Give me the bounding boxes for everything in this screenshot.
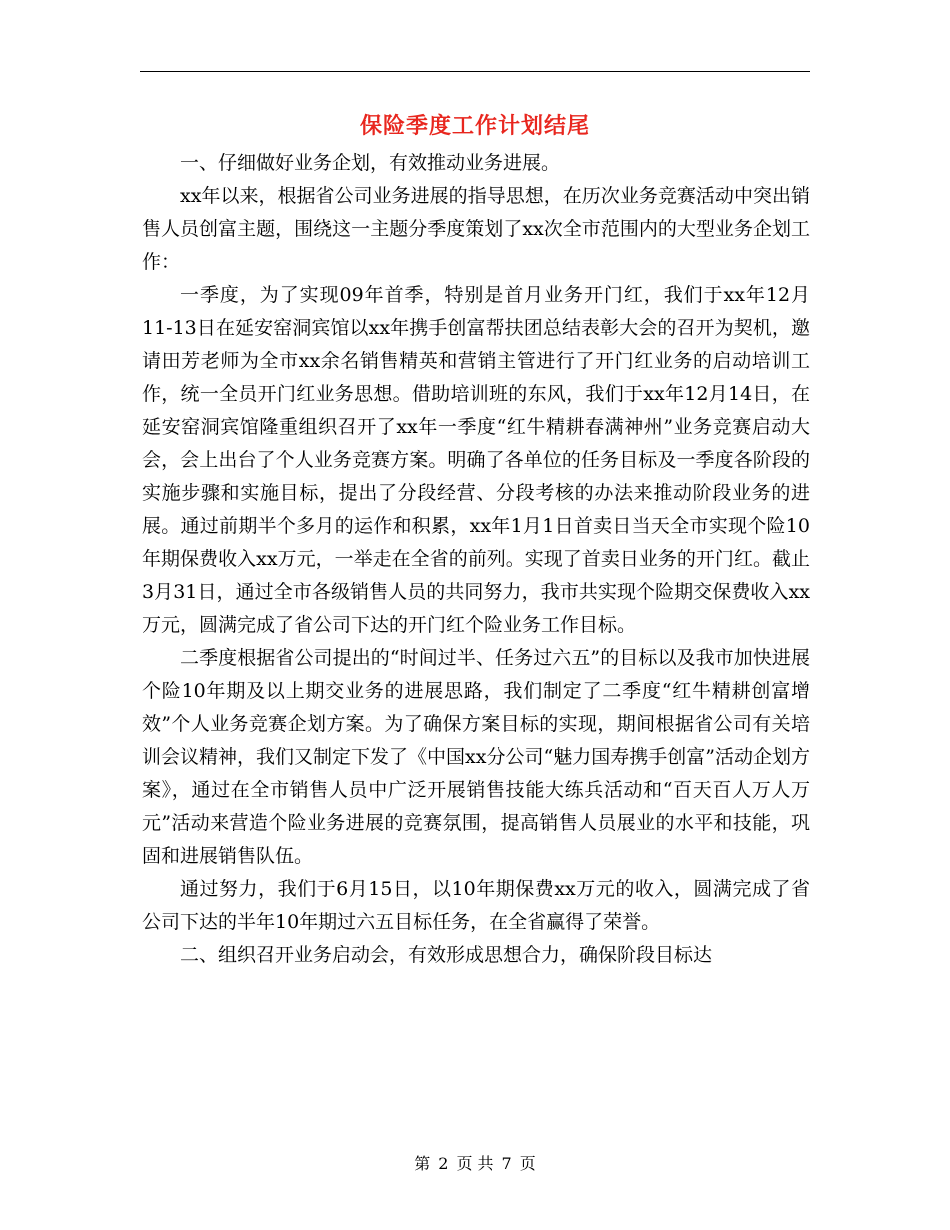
- page-number: 2: [438, 1154, 449, 1173]
- document-title: 保险季度工作计划结尾: [359, 113, 590, 139]
- paragraph: 二、组织召开业务启动会，有效形成思想合力，确保阶段目标达: [180, 944, 713, 966]
- document-body: [142, 147, 810, 972]
- paragraph: xx年以来，根据省公司业务进展的指导思想，在历次业务竞赛活动中突出销售人员创富主题，围绕这一主题分季度策划了xx次全市范围内的大型业务企划工作：: [142, 185, 810, 273]
- page-label-prefix: 第: [414, 1154, 431, 1173]
- paragraph: 二季度根据省公司提出的“时间过半、任务过六五”的目标以及我市加快进展个险10年期及以上期交业务的进展思路，我们制定了二季度“红牛精耕创富增效”个人业务竞赛企划方案。为了确保方案目标的实现，期间根据省公司有关培训会议精神，我们又制定下发了《中国xx分公司“魅力国寿携手创富”活动企划方案》，通过在全市销售人员中广泛开展销售技能大练兵活动和“百天百人万人万元”活动来营造个险业务进展的竞赛氛围，提高销售人员展业的水平和技能，巩固和进展销售队伍。: [142, 647, 810, 867]
- paragraph: 一季度，为了实现09年首季，特别是首月业务开门红，我们于xx年12月11-13日在延安窑洞宾馆以xx年携手创富帮扶团总结表彰大会的召开为契机，邀请田芳老师为全市xx余名销售精英和营销主管进行了开门红业务的启动培训工作，统一全员开门红业务思想。借助培训班的东风，我们于xx年12月14日，在延安窑洞宾馆隆重组织召开了xx年一季度“红牛精耕春满神州”业务竞赛启动大会，会上出台了个人业务竞赛方案。明确了各单位的任务目标及一季度各阶段的实施步骤和实施目标，提出了分段经营、分段考核的办法来推动阶段业务的进展。通过前期半个多月的运作和积累，xx年1月1日首卖日当天全市实现个险10年期保费收入xx万元，一举走在全省的前列。实现了首卖日业务的开门红。截止3月31日，通过全市各级销售人员的共同努力，我市共实现个险期交保费收入xx万元，圆满完成了省公司下达的开门红个险业务工作目标。: [142, 284, 810, 636]
- page-footer: [140, 1152, 810, 1176]
- total-pages: 7: [501, 1154, 512, 1173]
- paragraph: 一、仔细做好业务企划，有效推动业务进展。: [180, 152, 561, 174]
- header-rule: [140, 71, 810, 72]
- paragraph: 通过努力，我们于6月15日，以10年期保费xx万元的收入，圆满完成了省公司下达的半年10年期过六五目标任务，在全省赢得了荣誉。: [142, 878, 810, 933]
- page-label-suffix: 页: [519, 1154, 536, 1173]
- page-label-mid: 页 共: [456, 1154, 494, 1173]
